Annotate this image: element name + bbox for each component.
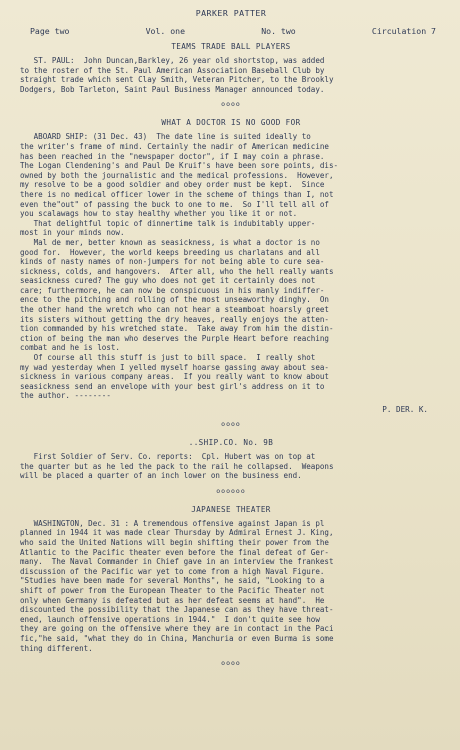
article-doctor (16, 118, 446, 428)
issue-info-line (16, 26, 446, 36)
section-separator: oooo (221, 659, 241, 668)
article-title: ..SHIP.CO. No. 9B (188, 438, 274, 447)
author-signature: P. DER. K. (382, 405, 428, 414)
article-title: JAPANESE THEATER (191, 504, 271, 514)
volume: Vol. one (145, 26, 186, 36)
article-body: WASHINGTON, Dec. 31 : A tremendous offensive against Japan is pl planned in 1944 it was made clear Thursday by Admiral Ernest J. King, who said the United Nations will begin shifting their power from the Atlantic to the Pacific theater even before the final defeat of Ger- many. The Naval Commander in Chief gave in an interview the frankest discussion of the Pacific war yet to come from a high Naval Figure. "Studies have been made for several Months", he said, "Looking to a shift of power from the European Theater to the Pacific Theater not only when Germany is defeated but as her defeat seems at hand". He discounted the possibility that the Japanese can as they have threat- ened, launch offensive operations in 1944." I don't quite see how they are going on the offensive where they are in contact in the Paci fic,"he said, "what they do in China, Manchuria or even Burma is some thing different. (20, 518, 334, 653)
article-ball-players (16, 42, 446, 108)
article-title: WHAT A DOCTOR IS NO GOOD FOR (161, 118, 301, 128)
article-japanese-theater (16, 505, 446, 667)
masthead: PARKER PATTER (195, 8, 267, 18)
page-number: Page two (30, 26, 70, 36)
article-body: ABOARD SHIP: (31 Dec. 43) The date line is suited ideally to the writer's frame of mind. Certainly the nadir of American medicine has been reached in the "newspaper doctor", if I may coin a phrase. The Logan Clendening's and Paul De Kruif's have been sore points, dis- owned by both the journalistic and the medical professions. However, my resolve to be a good soldier and obey order must be kept. Since there is no medical officer lower in the scheme of things than I, not even the"out" of passing the buck to one to me. So I'll tell all of you scalawags how to stay healthy whether you like it or not. That delightful topic of dinnertime talk is indubitably upper- most in your minds now. Mal de mer, better known as seasickness, is what a doctor is no good for. However, the world keeps breeding us charlatans and all kinds of nasty names of non-jumpers for not being able to cure sea- sickness, colds, and hangovers. After all, who the hell really wants seasickness cured? The guy who does not get it certainly does not care; furthermore, he can now be conspicuous in his manly indiffer- ence to the pitching and rolling of the most unseaworthy dinghy. On the other hand the wretch who can not hear a steamboat hoarsly greet its sisters without getting the dry heaves, really enjoys the atten- tion commanded by his wretched state. Take away from him the distin- ction of being the man who deserves the Purple Heart before reaching combat and he is lost. Of course all this stuff is just to bill space. I really shot my wad yesterday when I yelled myself hoarse gassing away about sea- sickness in various company areas. If you really want to know about seasickness send an envelope with your best girl's address on it to the author. -------- (20, 132, 339, 401)
article-title: TEAMS TRADE BALL PLAYERS (171, 42, 291, 51)
circulation: Circulation 7 (371, 26, 436, 36)
article-body: ST. PAUL: John Duncan,Barkley, 26 year old shortstop, was added to the roster of the St. Paul American Association Baseball Club by straight trade which sent Clay Smith, Veteran Pitcher, to the Brookly Dodgers, Bob Tarleton, Saint Paul Business Manager announced today. (20, 56, 334, 94)
section-separator: oooooo (216, 486, 246, 495)
article-ship-co (16, 438, 446, 495)
section-separator: oooo (221, 100, 241, 109)
section-separator: oooo (221, 420, 241, 428)
article-body: First Soldier of Serv. Co. reports: Cpl. Hubert was on top at the quarter but as he led the pack to the rail he collapsed. Weapons will be placed a quarter of an inch lower on the business end. (20, 452, 334, 481)
issue-number: No. two (261, 26, 296, 36)
